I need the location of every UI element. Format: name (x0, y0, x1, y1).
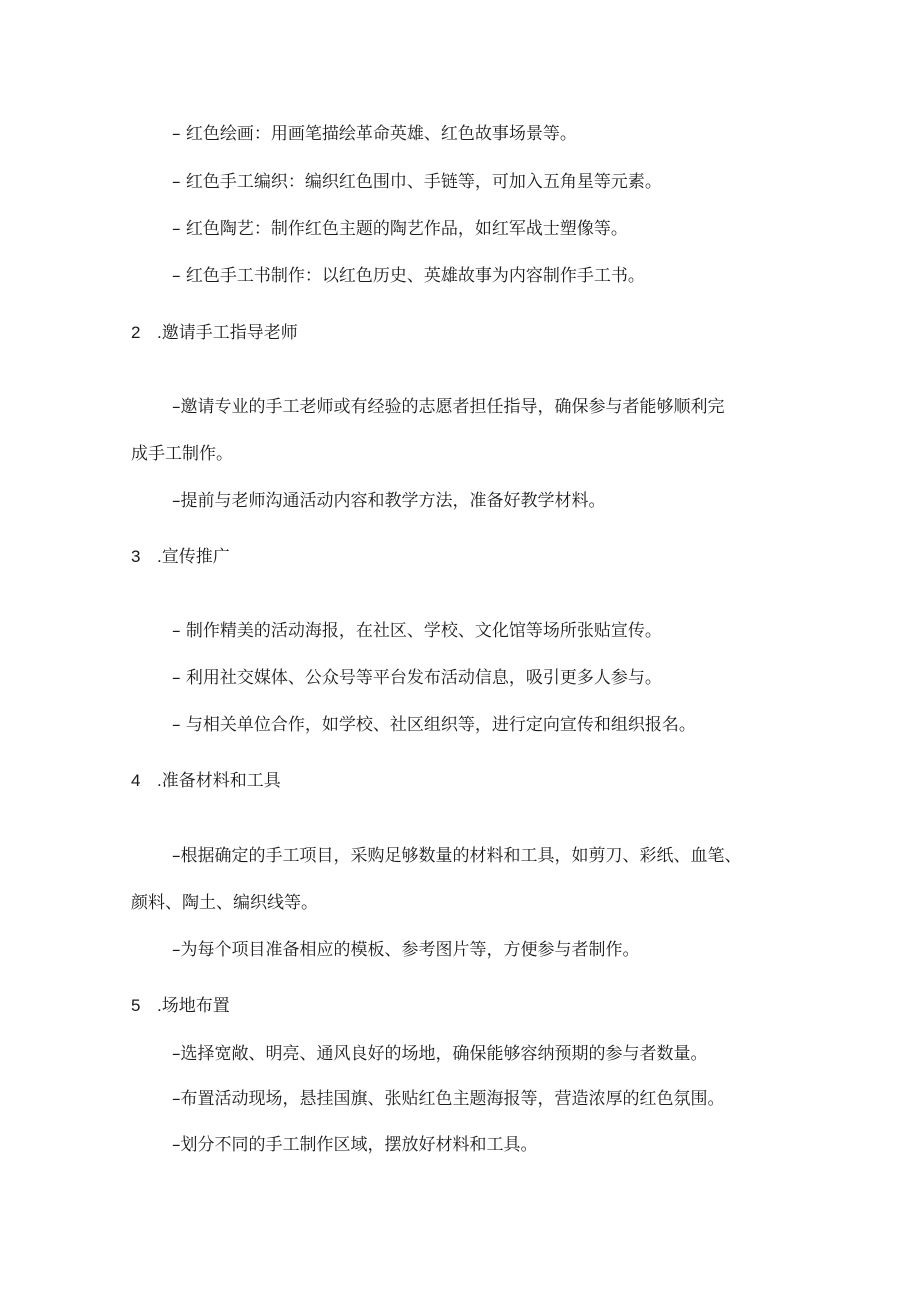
list-item: – 利用社交媒体、公众号等平台发布活动信息，吸引更多人参与。 (172, 668, 662, 688)
paragraph-line: 颜料、陶土、编织线等。 (131, 893, 318, 913)
section-heading (131, 546, 230, 568)
list-item: – 红色手工编织：编织红色围巾、手链等，可加入五角星等元素。 (172, 172, 662, 192)
section-heading (131, 322, 298, 344)
paragraph-line: –邀请专业的手工老师或有经验的志愿者担任指导，确保参与者能够顺利完 (172, 397, 725, 417)
paragraph-line: 成手工制作。 (131, 444, 233, 464)
section-heading (131, 770, 281, 792)
section-title: .宣传推广 (157, 547, 230, 566)
section-title: .邀请手工指导老师 (157, 323, 298, 342)
list-item: –布置活动现场，悬挂国旗、张贴红色主题海报等，营造浓厚的红色氛围。 (172, 1089, 725, 1109)
list-item: – 红色手工书制作：以红色历史、英雄故事为内容制作手工书。 (172, 266, 645, 286)
section-number: 2 (131, 323, 141, 342)
paragraph-line: –提前与老师沟通活动内容和教学方法，准备好教学材料。 (172, 491, 606, 511)
section-number: 3 (131, 547, 141, 566)
section-title: .场地布置 (157, 996, 230, 1015)
paragraph-line: –根据确定的手工项目，采购足够数量的材料和工具，如剪刀、彩纸、血笔、 (172, 846, 742, 866)
section-heading (131, 995, 230, 1017)
list-item: – 与相关单位合作，如学校、社区组织等，进行定向宣传和组织报名。 (172, 715, 696, 735)
section-title: .准备材料和工具 (157, 771, 281, 790)
list-item: – 红色陶艺：制作红色主题的陶艺作品，如红军战士塑像等。 (172, 219, 628, 239)
paragraph-line: –为每个项目准备相应的模板、参考图片等，方便参与者制作。 (172, 940, 640, 960)
list-item: – 红色绘画：用画笔描绘革命英雄、红色故事场景等。 (172, 124, 577, 144)
section-number: 4 (131, 771, 141, 790)
list-item: – 制作精美的活动海报，在社区、学校、文化馆等场所张贴宣传。 (172, 621, 662, 641)
list-item: –选择宽敞、明亮、通风良好的场地，确保能够容纳预期的参与者数量。 (172, 1044, 708, 1064)
list-item: –划分不同的手工制作区域，摆放好材料和工具。 (172, 1135, 538, 1155)
section-number: 5 (131, 996, 141, 1015)
